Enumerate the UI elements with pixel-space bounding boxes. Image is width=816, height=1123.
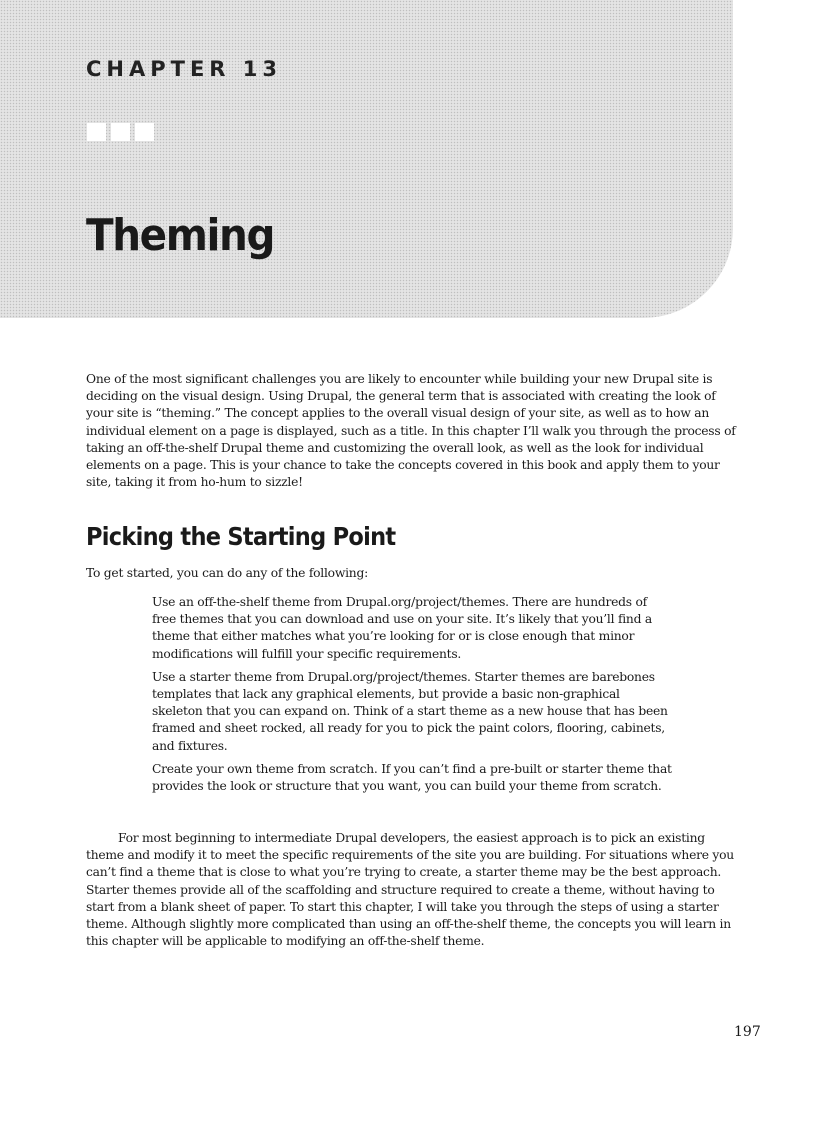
page-number: 197	[734, 1024, 761, 1040]
decorative-square	[135, 123, 154, 141]
decorative-square	[87, 123, 106, 141]
list-item: Use a starter theme from Drupal.org/project/themes. Starter themes are barebones templates that lack any graphical elements, but provide a basic non-graphical skeleton that you can expand on. Think of a start theme as a new house that has been framed and sheet rocked, all ready for you to pick the paint colors, flooring, cabinets, and fixtures.	[152, 669, 668, 753]
closing-paragraph: For most beginning to intermediate Drupal developers, the easiest approach is to pick an existing theme and modify it to meet the specific requirements of the site you are building. For situations where you can’t find a theme that is close to what you’re trying to create, a starter theme may be the best approach. Starter themes provide all of the scaffolding and structure required to create a theme, without having to start from a blank sheet of paper. To start this chapter, I will take you through the steps of using a starter theme. Although slightly more complicated than using an off-the-shelf theme, the concepts you will learn in this chapter will be applicable to modifying an off-the-shelf theme.	[86, 831, 734, 949]
chapter-decorative-squares	[87, 123, 154, 141]
list-item: Create your own theme from scratch. If you can’t find a pre-built or starter theme that provides the look or structure that you want, you can build your theme from scratch.	[152, 761, 672, 794]
chapter-header-band	[0, 0, 733, 318]
chapter-title: Theming	[86, 210, 275, 261]
section-heading: Picking the Starting Point	[86, 522, 396, 551]
chapter-label: CHAPTER 13	[86, 57, 283, 81]
decorative-square	[111, 123, 130, 141]
list-item: Use an off-the-shelf theme from Drupal.org/project/themes. There are hundreds of free themes that you can download and use on your site. It’s likely that you’ll find a theme that either matches what you’re looking for or is close enough that minor modifications will fulfill your specific requirements.	[152, 595, 652, 661]
option-list	[152, 594, 672, 801]
intro-paragraph: One of the most significant challenges you are likely to encounter while building your new Drupal site is deciding on the visual design. Using Drupal, the general term that is associated with creating the look of your site is “theming.” The concept applies to the overall visual design of your site, as well as to how an individual element on a page is displayed, such as a title. In this chapter I’ll walk you through the process of taking an off-the-shelf Drupal theme and customizing the overall look, as well as the look for individual elements on a page. This is your chance to take the concepts covered in this book and apply them to your site, taking it from ho-hum to sizzle!	[86, 372, 736, 490]
section-lead: To get started, you can do any of the following:	[86, 566, 368, 580]
